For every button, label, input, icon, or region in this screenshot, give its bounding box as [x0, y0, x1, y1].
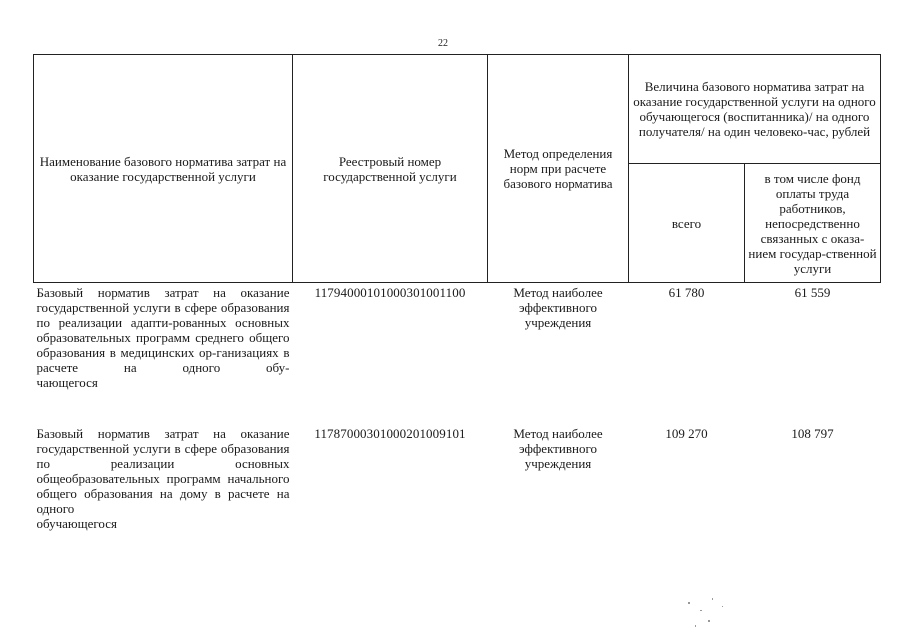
scan-speck	[712, 598, 713, 600]
header-value-group: Величина базового норматива затрат на оказание государственной услуги на одного обучающегося (воспитанника)/ на одного получателя/ на один человеко-час, рублей	[629, 55, 881, 164]
table-header	[34, 55, 881, 283]
row-2-name-end: обучающегося	[36, 516, 118, 531]
scan-speck	[708, 620, 710, 622]
row-1-code: 11794000101000301001100	[314, 285, 466, 300]
row-2-total: 109 270	[665, 426, 708, 441]
header-total: всего	[629, 164, 745, 283]
row-2-name-text: Базовый норматив затрат на оказание государственной услуги в сфере образования по реализации основных общеобразовательных программ начального общего образования на дому в расчете на одного	[36, 426, 290, 516]
row-spacer	[34, 390, 881, 424]
row-1-method: Метод наиболее эффективного учреждения	[513, 285, 603, 330]
row-1-including: 61 559	[794, 285, 831, 300]
header-including-wage-fund: в том числе фонд оплаты труда работников, непосредственно связанных с оказа-нием государ-ственной услуги	[745, 164, 881, 283]
row-2-including: 108 797	[791, 426, 834, 441]
scan-speck	[688, 602, 690, 604]
table-row	[34, 283, 881, 391]
normative-table	[33, 54, 881, 531]
page-number: 22	[438, 38, 448, 49]
row-1-name-text: Базовый норматив затрат на оказание государственной услуги в сфере образования по реализации адапти-рованных основных образовательных программ среднего общего образования в медицинских ор-ганизациях в расчете на одного обу-	[36, 285, 290, 375]
row-2-code: 11787000301000201009101	[314, 426, 466, 441]
scan-speck	[700, 610, 702, 611]
header-registry-number: Реестровый номер государственной услуги	[293, 55, 488, 283]
header-method: Метод определения норм при расчете базового норматива	[488, 55, 629, 283]
row-2-method: Метод наиболее эффективного учреждения	[513, 426, 603, 471]
row-1-name	[34, 283, 293, 391]
scan-speck	[695, 625, 696, 627]
header-name: Наименование базового норматива затрат на оказание государственной услуги	[34, 55, 293, 283]
row-1-total: 61 780	[668, 285, 705, 300]
table-row	[34, 424, 881, 531]
row-1-name-end: чающегося	[36, 375, 98, 390]
row-2-name	[34, 424, 293, 531]
scan-speck	[722, 606, 723, 607]
